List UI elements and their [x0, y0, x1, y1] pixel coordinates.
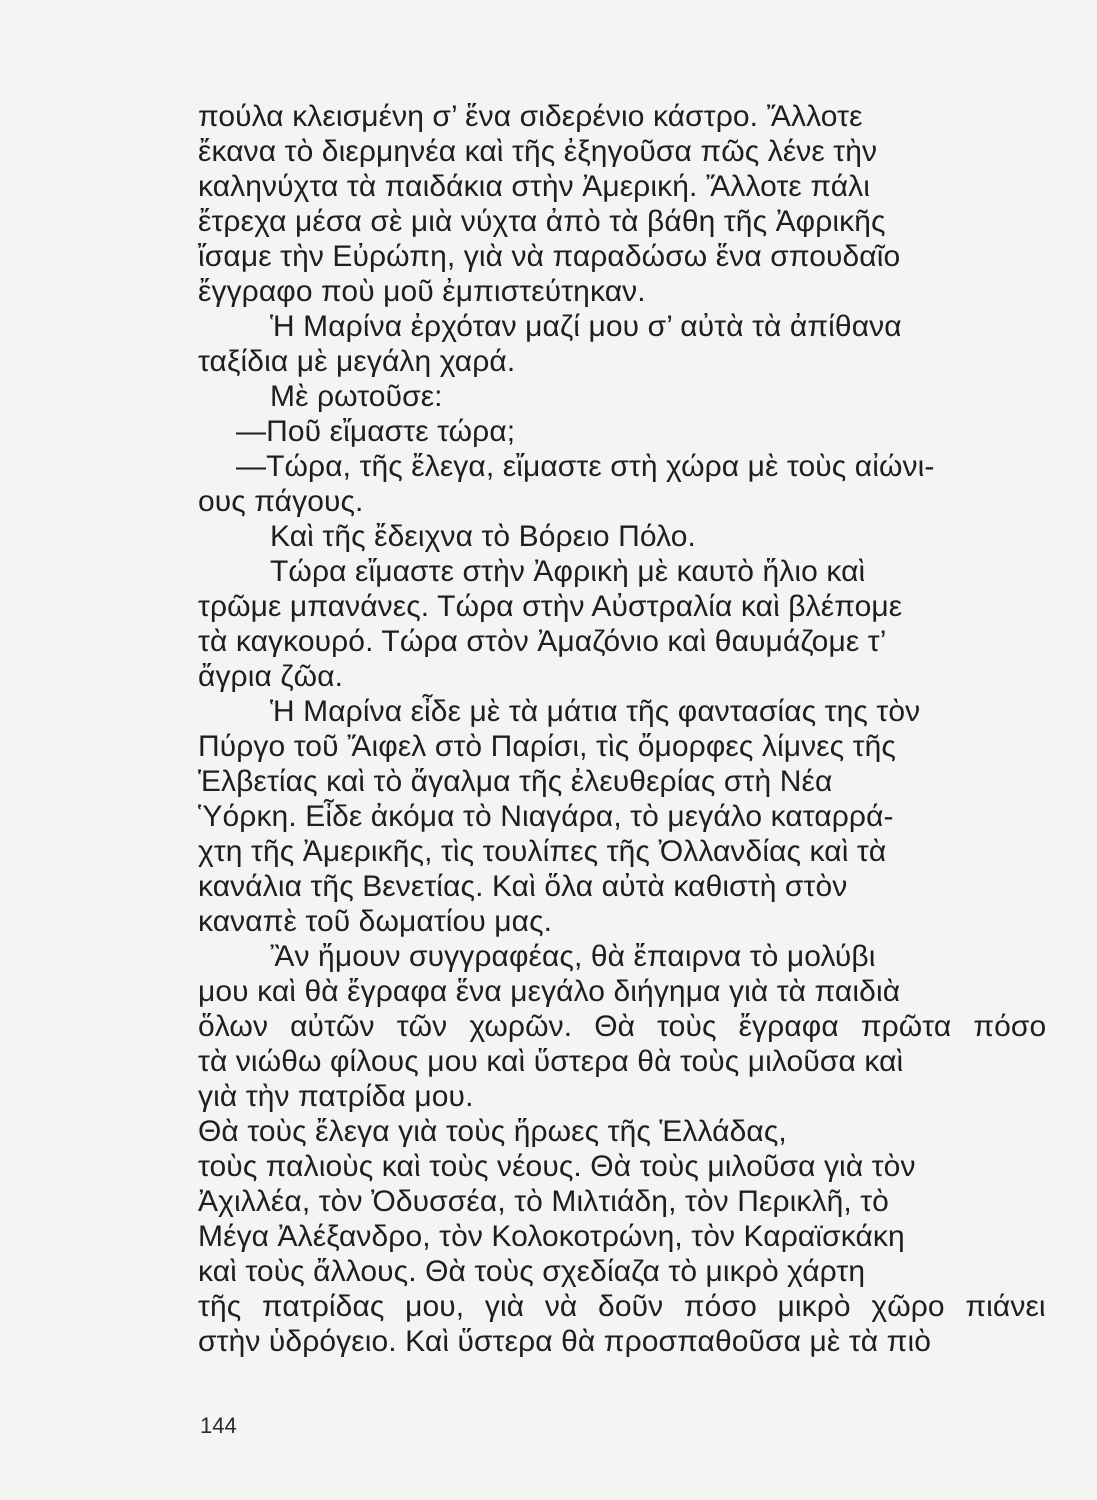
- text-line: τοὺς παλιοὺς καὶ τοὺς νέους. Θὰ τοὺς μιλοῦσα γιὰ τὸν: [198, 1150, 916, 1183]
- text-line: Θὰ τοὺς ἔλεγα γιὰ τοὺς ἥρωες τῆς Ἑλλάδας,: [198, 1115, 787, 1148]
- text-line: Ὑόρκη. Εἶδε ἀκόμα τὸ Νιαγάρα, τὸ μεγάλο καταρρά-: [198, 800, 894, 833]
- text-line: γιὰ τὴν πατρίδα μου.: [198, 1080, 474, 1113]
- text-line: ἔκανα τὸ διερμηνέα καὶ τῆς ἐξηγοῦσα πῶς λένε τὴν: [198, 135, 878, 168]
- text-line: στὴν ὑδρόγειο. Καὶ ὕστερα θὰ προσπαθοῦσα μὲ τὰ πιὸ: [198, 1325, 931, 1358]
- text-line: ἔγγραφο ποὺ μοῦ ἐμπιστεύτηκαν.: [198, 275, 646, 308]
- text-line: Μὲ ρωτοῦσε:: [270, 380, 443, 413]
- page-number: 144: [200, 1413, 237, 1438]
- text-line: κανάλια τῆς Βενετίας. Καὶ ὅλα αὐτὰ καθιστὴ στὸν: [198, 870, 848, 903]
- text-line: —Ποῦ εἴμαστε τώρα;: [236, 415, 516, 448]
- text-line: Πύργο τοῦ Ἄιφελ στὸ Παρίσι, τὶς ὄμορφες λίμνες τῆς: [198, 730, 896, 763]
- text-line: καληνύχτα τὰ παιδάκια στὴν Ἀμερική. Ἄλλοτε πάλι: [198, 170, 871, 203]
- text-line: ταξίδια μὲ μεγάλη χαρά.: [198, 345, 516, 378]
- text-line: Ἡ Μαρίνα εἶδε μὲ τὰ μάτια τῆς φαντασίας της τὸν: [270, 695, 921, 728]
- text-line: ἔτρεχα μέσα σὲ μιὰ νύχτα ἀπὸ τὰ βάθη τῆς Ἀφρικῆς: [198, 205, 886, 238]
- text-line: —Τώρα, τῆς ἔλεγα, εἴμαστε στὴ χώρα μὲ τοὺς αἰώνι-: [236, 450, 935, 483]
- text-line: Ἂν ἤμουν συγγραφέας, θὰ ἔπαιρνα τὸ μολύβι: [270, 940, 876, 973]
- text-line: τρῶμε μπανάνες. Τώρα στὴν Αὐστραλία καὶ βλέπομε: [198, 590, 903, 623]
- text-line: Μέγα Ἀλέξανδρο, τὸν Κολοκοτρώνη, τὸν Καραϊσκάκη: [198, 1220, 905, 1253]
- text-line: ους πάγους.: [198, 485, 364, 518]
- text-line: καναπὲ τοῦ δωματίου μας.: [198, 905, 553, 938]
- text-line: ἴσαμε τὴν Εὐρώπη, γιὰ νὰ παραδώσω ἕνα σπουδαῖο: [198, 240, 901, 273]
- text-line: ὅλων αὐτῶν τῶν χωρῶν. Θὰ τοὺς ἔγραφα πρῶτα πόσο: [198, 1010, 1047, 1043]
- text-line: μου καὶ θὰ ἔγραφα ἕνα μεγάλο διήγημα γιὰ τὰ παιδιὰ: [198, 975, 901, 1008]
- text-line: Καὶ τῆς ἔδειχνα τὸ Βόρειο Πόλο.: [270, 520, 696, 553]
- text-line: ἄγρια ζῶα.: [198, 660, 344, 693]
- text-line: τῆς πατρίδας μου, γιὰ νὰ δοῦν πόσο μικρὸ χῶρο πιάνει: [198, 1290, 1046, 1323]
- text-line: τὰ καγκουρό. Τώρα στὸν Ἀμαζόνιο καὶ θαυμάζομε τ’: [198, 625, 887, 658]
- text-line: Τώρα εἴμαστε στὴν Ἀφρικὴ μὲ καυτὸ ἥλιο καὶ: [270, 555, 866, 588]
- text-line: πούλα κλεισμένη σ’ ἕνα σιδερένιο κάστρο. Ἄλλοτε: [198, 100, 863, 133]
- text-line: χτη τῆς Ἀμερικῆς, τὶς τουλίπες τῆς Ὀλλανδίας καὶ τὰ: [198, 835, 887, 868]
- text-line: τὰ νιώθω φίλους μου καὶ ὕστερα θὰ τοὺς μιλοῦσα καὶ: [198, 1045, 904, 1078]
- text-line: Ἡ Μαρίνα ἐρχόταν μαζί μου σ’ αὐτὰ τὰ ἀπίθανα: [270, 310, 902, 343]
- text-line: Ἀχιλλέα, τὸν Ὀδυσσέα, τὸ Μιλτιάδη, τὸν Περικλῆ, τὸ: [198, 1185, 889, 1218]
- text-line: Ἑλβετίας καὶ τὸ ἄγαλμα τῆς ἐλευθερίας στὴ Νέα: [198, 765, 833, 798]
- text-line: καὶ τοὺς ἄλλους. Θὰ τοὺς σχεδίαζα τὸ μικρὸ χάρτη: [198, 1255, 866, 1288]
